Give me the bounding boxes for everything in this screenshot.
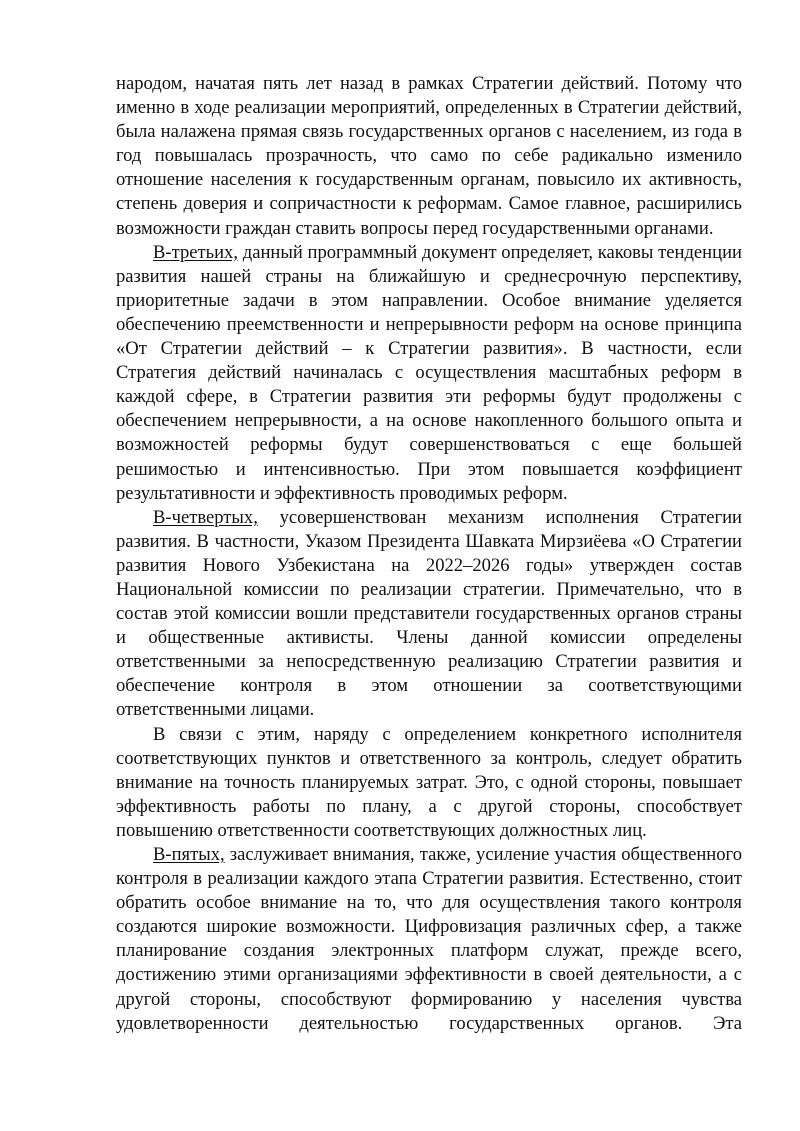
paragraph-continuation — [116, 72, 742, 241]
paragraph-lead-fifth: В-пятых, — [153, 844, 225, 865]
paragraph-fourth — [116, 506, 742, 723]
paragraph-text: заслуживает внимания, также, усиление участия общественного контроля в реализации каждого этапа Стратегии развития. Естественно, стоит обратить особое внимание на то, что для осуществления такого контроля создаются широкие возможности. Цифровизация различных сфер, а также планирование создания электронных платформ служат, прежде всего, достижению этими организациями эффективности в своей деятельности, а с другой стороны, способствуют формированию у населения чувства удовлетворенности деятельностью государственных органов. Эта — [116, 844, 742, 1034]
paragraph-lead-third: В-третьих, — [153, 241, 238, 263]
paragraph-text: данный программный документ определяет, каковы тенденции развития нашей страны на ближайшую и среднесрочную перспективу, приоритетные задачи в этом направлении. Особое внимание уделяется обеспечению преемственности и непрерывности реформ на основе принципа «От Стратегии действий – к Стратегии развития». В частности, если Стратегия действий начиналась с осуществления масштабных реформ в каждой сфере, в Стратегии развития эти реформы будут продолжены с обеспечением непрерывности, а на основе накопленного большого опыта и возможностей реформы будут совершенствоваться с еще большей решимостью и интенсивностью. При этом повышается коэффициент результативности и эффективность проводимых реформ. — [116, 241, 742, 504]
paragraph-third — [116, 241, 742, 506]
paragraph-text: В связи с этим, наряду с определением конкретного исполнителя соответствующих пунктов и ответственного за контроль, следует обратить внимание на точность планируемых затрат. Это, с одной стороны, повышает эффективность работы по плану, а с другой стороны, способствует повышению ответственности соответствующих должностных лиц. — [116, 723, 742, 841]
paragraph-in-connection — [116, 723, 742, 843]
document-page — [116, 72, 742, 1036]
paragraph-text: усовершенствован механизм исполнения Стратегии развития. В частности, Указом Президента Шавката Мирзиёева «О Стратегии развития Нового Узбекистана на 2022–2026 годы» утвержден состав Национальной комиссии по реализации стратегии. Примечательно, что в состав этой комиссии вошли представители государственных органов страны и общественные активисты. Члены данной комиссии определены ответственными за непосредственную реализацию Стратегии развития и обеспечение контроля в этом отношении за соответствующими ответственными лицами. — [116, 506, 742, 721]
paragraph-fifth — [116, 843, 742, 1036]
paragraph-lead-fourth: В-четвертых, — [153, 506, 258, 528]
paragraph-text: народом, начатая пять лет назад в рамках Стратегии действий. Потому что именно в ходе реализации мероприятий, определенных в Стратегии действий, была налажена прямая связь государственных органов с населением, из года в год повышалась прозрачность, что само по себе радикально изменило отношение населения к государственным органам, повысило их активность, степень доверия и сопричастности к реформам. Самое главное, расширились возможности граждан ставить вопросы перед государственными органами. — [116, 73, 742, 239]
